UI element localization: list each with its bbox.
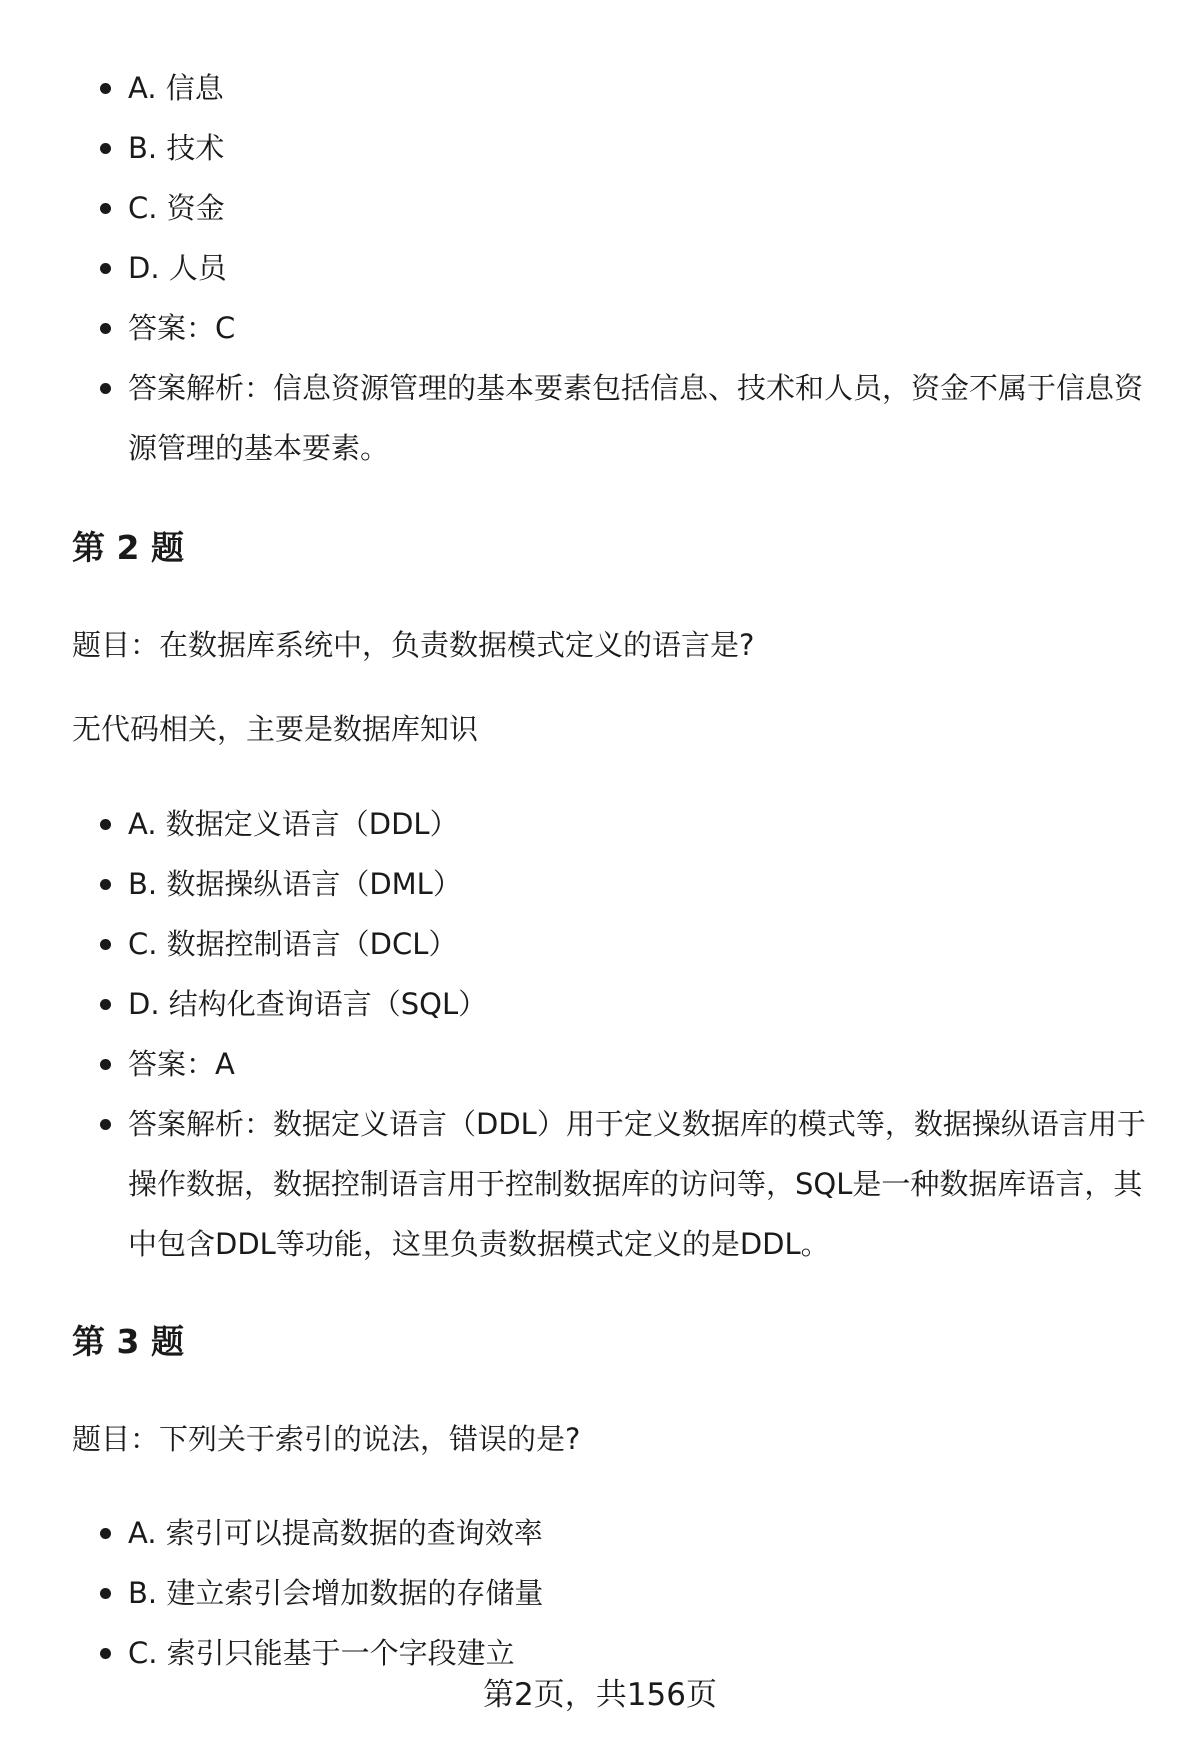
q3-heading: 第 3 题: [72, 1322, 184, 1361]
q2-heading: 第 2 题: [72, 528, 184, 567]
bullet-icon: [100, 1119, 111, 1130]
bullet-icon: [100, 143, 111, 154]
q2-option-c: C. 数据控制语言（DCL）: [96, 914, 1146, 974]
q1-option-list: [96, 58, 1146, 478]
q1-option-d: D. 人员: [96, 238, 1146, 298]
q2-note: 无代码相关，主要是数据库知识: [72, 712, 479, 746]
bullet-icon: [100, 263, 111, 274]
q2-question: 题目：在数据库系统中，负责数据模式定义的语言是?: [72, 628, 755, 662]
bullet-icon: [100, 203, 111, 214]
bullet-icon: [100, 1648, 111, 1659]
q3-option-a: A. 索引可以提高数据的查询效率: [96, 1503, 1146, 1563]
bullet-icon: [100, 323, 111, 334]
page-number-footer: 第2页，共156页: [483, 1677, 717, 1713]
q2-option-a: A. 数据定义语言（DDL）: [96, 794, 1146, 854]
bullet-icon: [100, 879, 111, 890]
q1-option-c: C. 资金: [96, 178, 1146, 238]
q1-answer: 答案：C: [96, 298, 1146, 358]
q1-option-b: B. 技术: [96, 118, 1146, 178]
q2-option-d: D. 结构化查询语言（SQL）: [96, 974, 1146, 1034]
q3-option-list: [96, 1503, 1146, 1683]
bullet-icon: [100, 1528, 111, 1539]
q2-explanation: 答案解析：数据定义语言（DDL）用于定义数据库的模式等，数据操纵语言用于操作数据，数据控制语言用于控制数据库的访问等，SQL是一种数据库语言，其中包含DDL等功能，这里负责数据模式定义的是DDL。: [96, 1094, 1146, 1274]
bullet-icon: [100, 1588, 111, 1599]
bullet-icon: [100, 999, 111, 1010]
q2-option-b: B. 数据操纵语言（DML）: [96, 854, 1146, 914]
bullet-icon: [100, 1059, 111, 1070]
q3-question: 题目：下列关于索引的说法，错误的是?: [72, 1422, 581, 1456]
q2-option-list: [96, 794, 1146, 1274]
bullet-icon: [100, 939, 111, 950]
q1-option-a: A. 信息: [96, 58, 1146, 118]
q2-answer: 答案：A: [96, 1034, 1146, 1094]
bullet-icon: [100, 83, 111, 94]
q1-explanation: 答案解析：信息资源管理的基本要素包括信息、技术和人员，资金不属于信息资源管理的基本要素。: [96, 358, 1146, 478]
bullet-icon: [100, 383, 111, 394]
q3-option-b: B. 建立索引会增加数据的存储量: [96, 1563, 1146, 1623]
bullet-icon: [100, 819, 111, 830]
q3-option-c: C. 索引只能基于一个字段建立: [96, 1623, 1146, 1683]
